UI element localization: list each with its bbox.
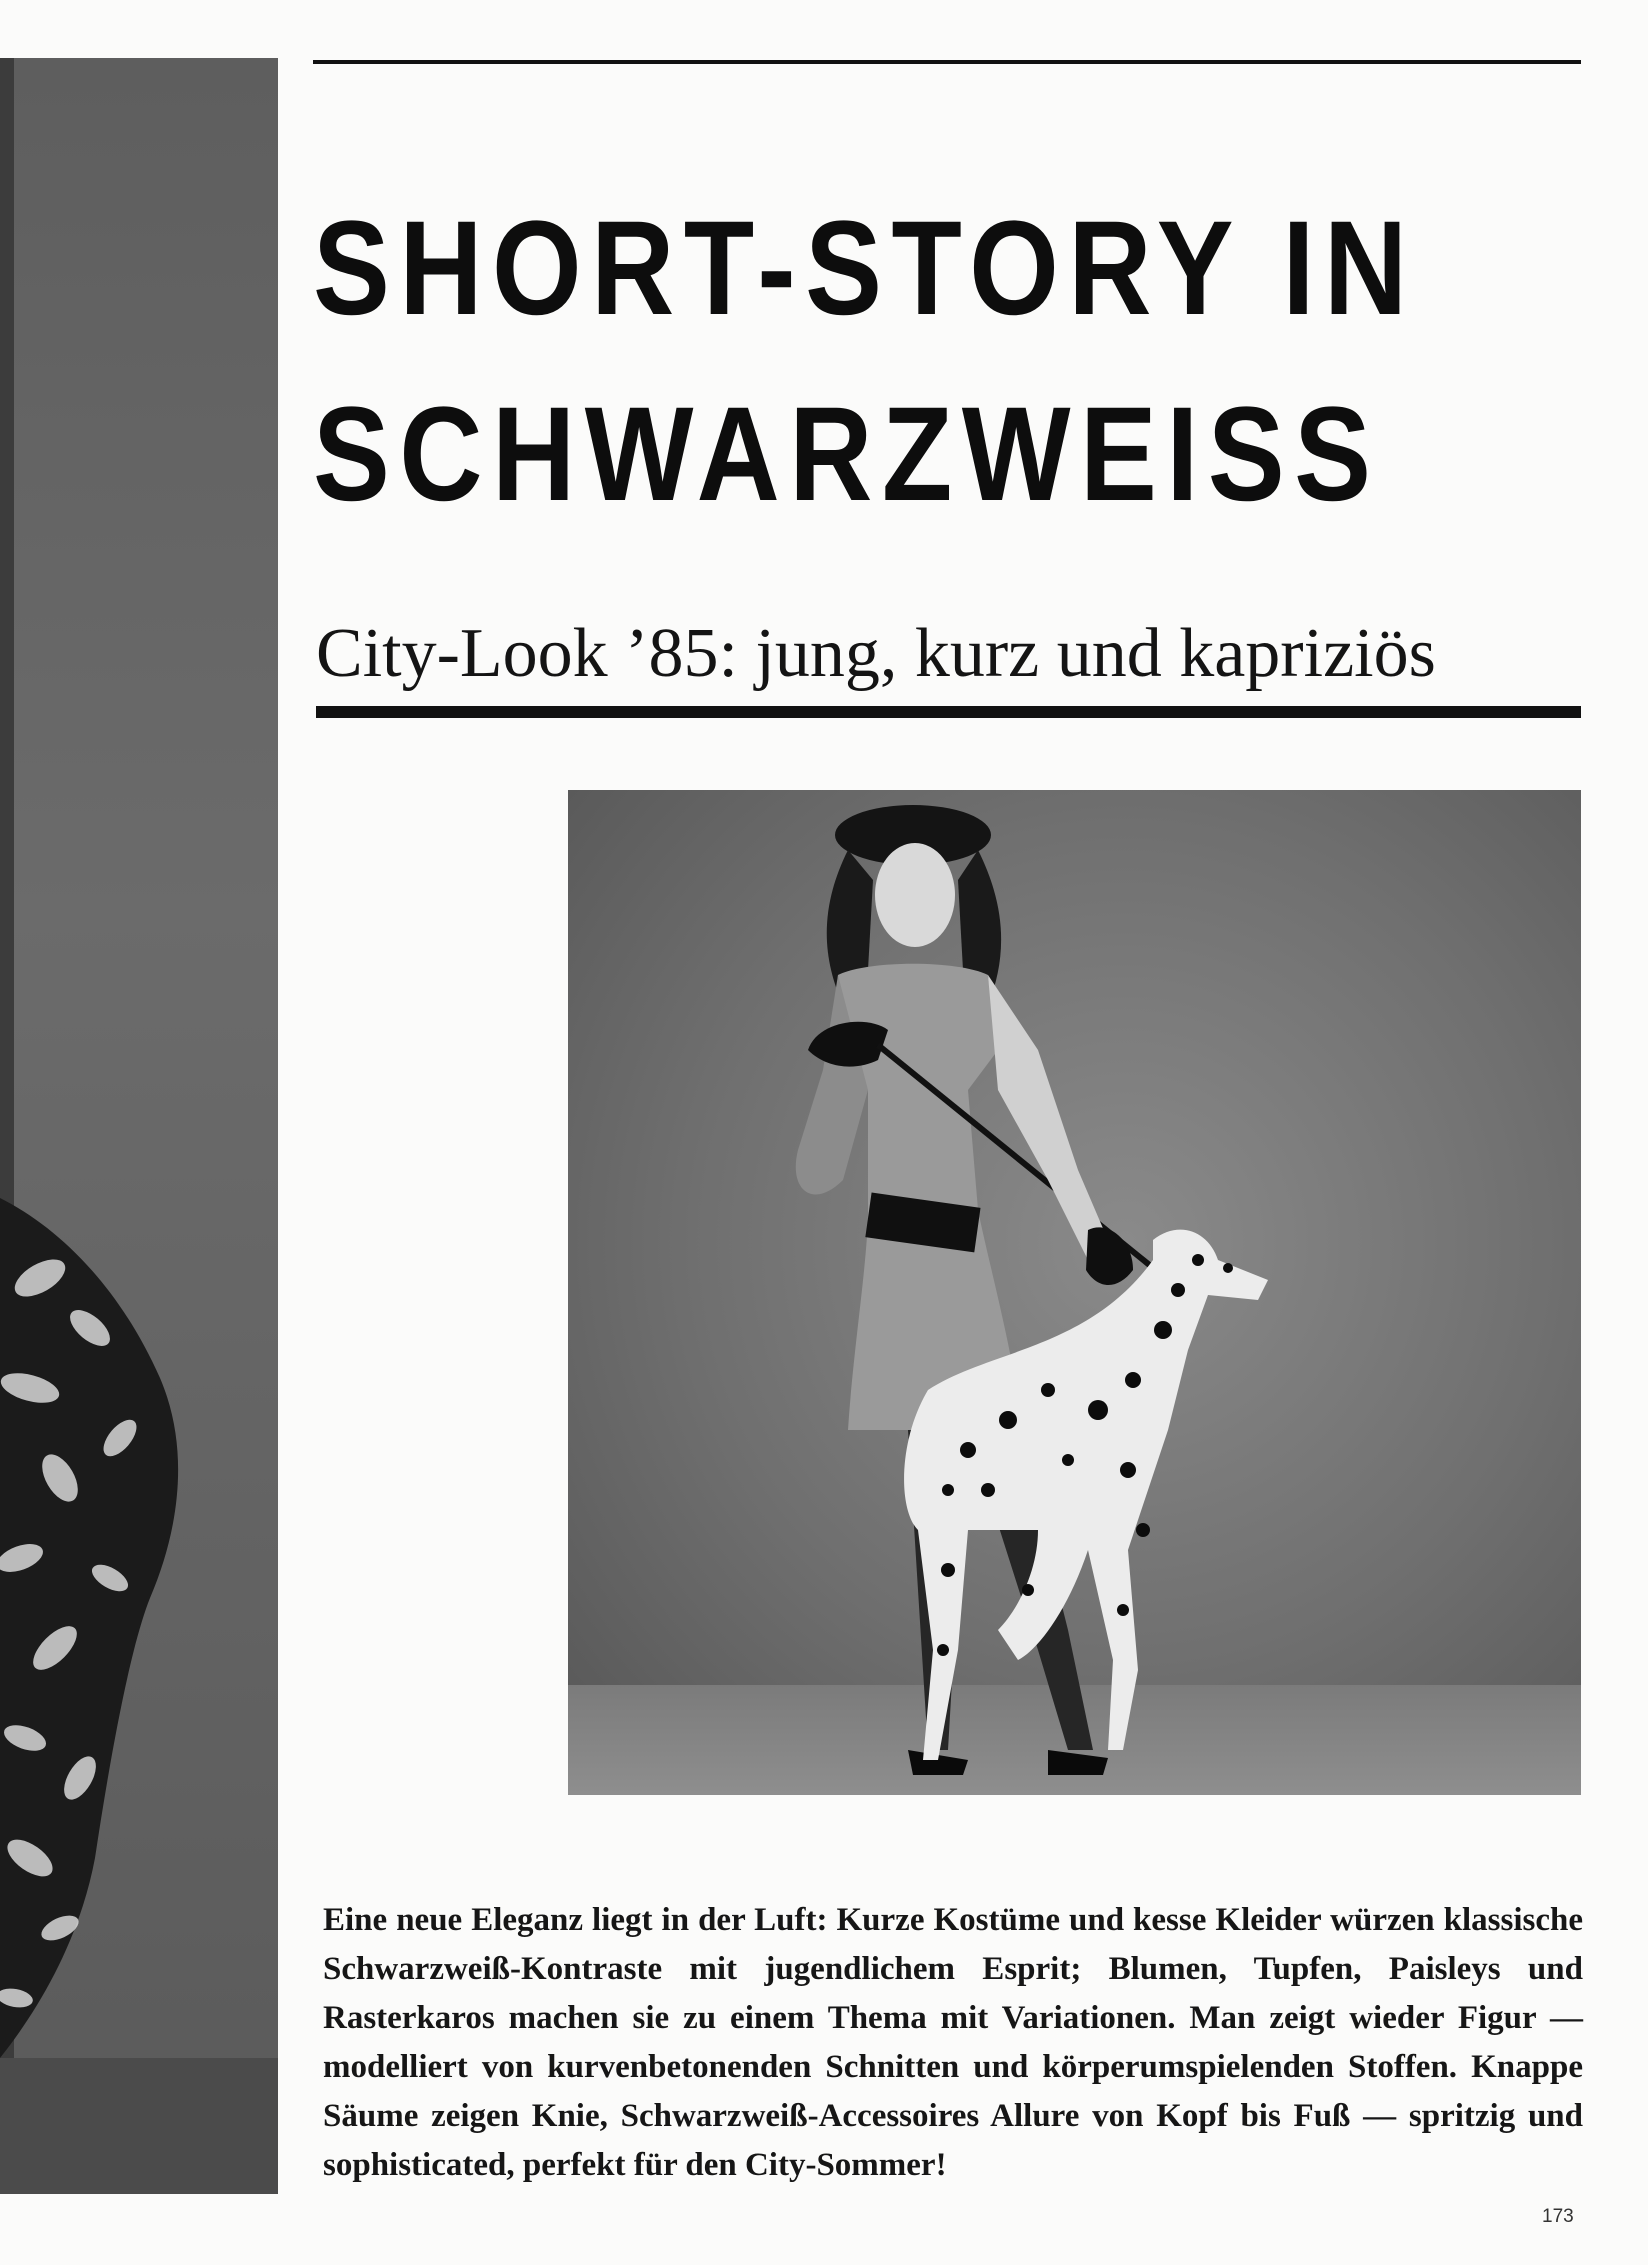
subheadline-rule (316, 706, 1581, 718)
top-rule (313, 60, 1581, 64)
left-fashion-photo (0, 58, 278, 2194)
headline (313, 176, 1417, 548)
floral-dress-illustration (0, 58, 278, 2194)
main-fashion-photo (568, 790, 1581, 1795)
headline-line-1: SHORT-STORY IN (313, 193, 1417, 343)
page-number: 173 (1542, 2206, 1574, 2227)
model-with-dalmatian-illustration (568, 790, 1581, 1795)
subheadline: City-Look ’85: jung, kurz und kapriziös (316, 615, 1436, 692)
article-body: Eine neue Eleganz liegt in der Luft: Kurze Kostüme und kesse Kleider würzen klassische Schwarzweiß-Kontraste mit jugendlichem Esprit; Blumen, Tupfen, Paisleys und Rasterkaros machen sie zu einem Thema mit Variationen. Man zeigt wieder Figur — modelliert von kurvenbetonenden Schnitten und körperumspielenden Stoffen. Knappe Säume zeigen Knie, Schwarzweiß-Accessoires Allure von Kopf bis Fuß — spritzig und sophisticated, perfekt für den City-Sommer! (323, 1902, 1583, 2183)
headline-line-2: SCHWARZWEISS (313, 379, 1381, 529)
